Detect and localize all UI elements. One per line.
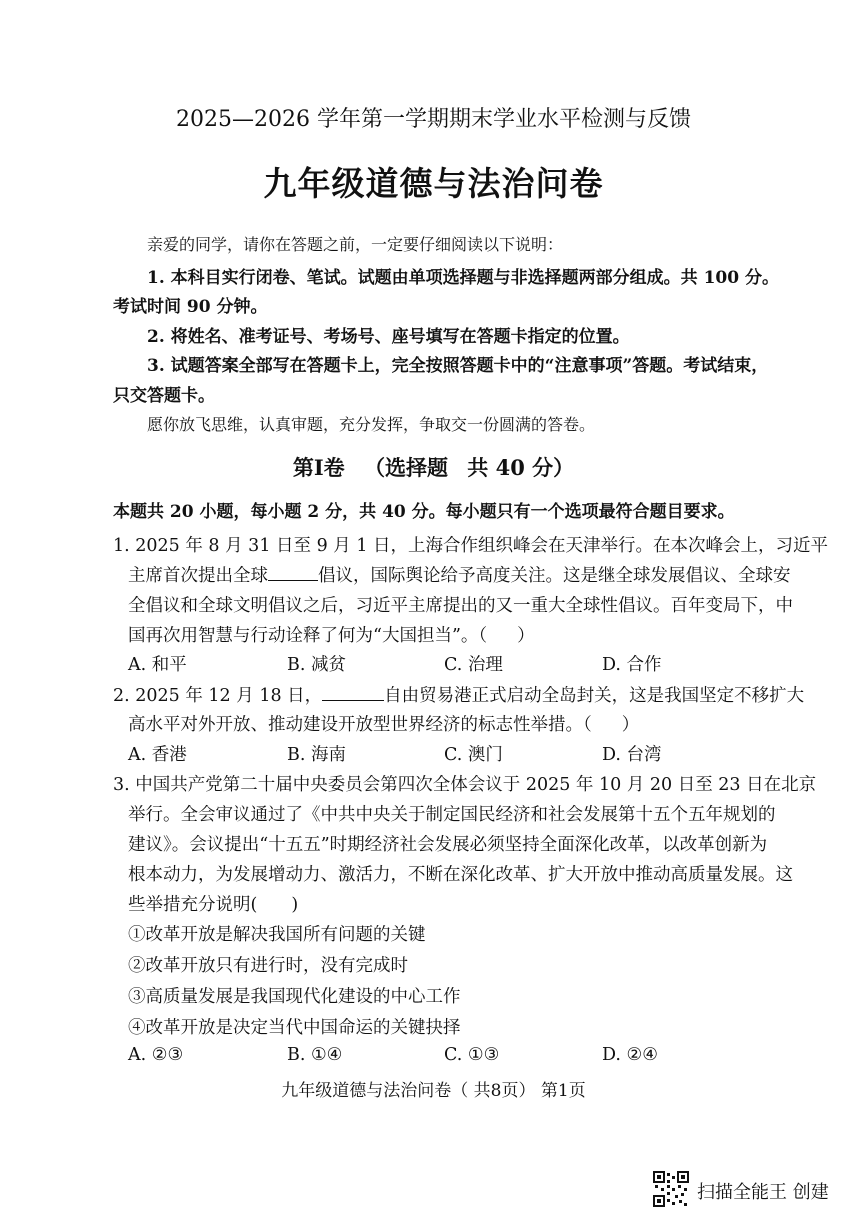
- question-3-line-5: [128, 891, 298, 916]
- question-3-line-4: 根本动力，为发展增动力、激活力，不断在深化改革、扩大开放中推动高质量发展。这: [128, 865, 793, 885]
- part-1-title-volume: 第Ⅰ卷: [292, 455, 345, 480]
- subject-title: 九年级道德与法治问卷: [263, 164, 604, 203]
- scanner-watermark: 扫描全能王 创建: [697, 1182, 829, 1203]
- question-3-statement-4: ④改革开放是决定当代中国命运的关键抉择: [128, 1018, 461, 1038]
- question-3-option-c: C. ①③: [444, 1045, 500, 1065]
- fill-blank: [268, 579, 318, 581]
- question-3-text: ): [291, 895, 299, 915]
- question-2-option-b: B. 海南: [287, 745, 346, 765]
- question-1-text: 主席首次提出全球: [128, 566, 268, 586]
- instruction-3-line-1: 3. 试题答案全部写在答题卡上，完全按照答题卡中的“注意事项”答题。考试结束，: [147, 356, 769, 376]
- question-1-option-d: D. 合作: [602, 655, 662, 675]
- question-1-line-1: 1. 2025 年 8 月 31 日至 9 月 1 日，上海合作组织峰会在天津举行。在本次峰会上，习近平: [113, 536, 829, 556]
- question-1-line-2: [128, 562, 791, 587]
- exam-title: 2025—2026 学年第一学期期末学业水平检测与反馈: [176, 107, 691, 132]
- instructions-closing: 愿你放飞思维，认真审题，充分发挥，争取交一份圆满的答卷。: [147, 415, 596, 434]
- question-2-option-d: D. 台湾: [602, 745, 662, 765]
- question-2-text: 高水平对外开放、推动建设开放型世界经济的标志性举措。（: [128, 715, 592, 735]
- qr-code-icon: [653, 1171, 689, 1207]
- question-3-option-a: A. ②③: [128, 1045, 184, 1065]
- question-3-line-3: 建议》。会议提出“十五五”时期经济社会发展必须坚持全面深化改革，以改革创新为: [128, 835, 768, 855]
- question-1-line-3: 全倡议和全球文明倡议之后，习近平主席提出的又一重大全球性倡议。百年变局下，中: [128, 596, 793, 616]
- question-3-line-1: 3. 中国共产党第二十届中央委员会第四次全体会议于 2025 年 10 月 20 日至 23 日在北京: [113, 775, 817, 795]
- question-2-option-c: C. 澳门: [444, 745, 503, 765]
- part-1-directions: 本题共 20 小题，每小题 2 分，共 40 分。每小题只有一个选项最符合题目要求。: [113, 502, 735, 522]
- page-footer: 九年级道德与法治问卷（ 共8页） 第1页: [281, 1081, 586, 1101]
- question-1-text: 倡议，国际舆论给予高度关注。这是继全球发展倡议、全球安: [318, 566, 791, 586]
- question-2-text: 2. 2025 年 12 月 18 日，: [113, 686, 323, 706]
- question-2-text: ）: [621, 715, 640, 735]
- question-1-text: ）: [517, 626, 535, 646]
- part-1-title-type: （选择题: [363, 455, 448, 480]
- question-1-line-4: [128, 622, 535, 647]
- part-1-title: [0, 452, 867, 482]
- question-2-line-2: [128, 711, 639, 736]
- part-1-title-score: 共 40 分）: [467, 455, 575, 480]
- question-1-option-c: C. 治理: [444, 655, 503, 675]
- question-3-option-d: D. ②④: [602, 1045, 658, 1065]
- question-1-text: 国再次用智慧与行动诠释了何为“大国担当”。（: [128, 626, 488, 646]
- question-3-text: 些举措充分说明(: [128, 895, 258, 915]
- instruction-3-line-2: 只交答题卡。: [113, 386, 215, 406]
- question-3-statement-1: ①改革开放是解决我国所有问题的关键: [128, 925, 426, 945]
- question-1-option-b: B. 减贫: [287, 655, 346, 675]
- question-2-line-1: [113, 682, 804, 707]
- question-3-statement-2: ②改革开放只有进行时，没有完成时: [128, 956, 408, 976]
- question-3-statement-3: ③高质量发展是我国现代化建设的中心工作: [128, 987, 461, 1007]
- instruction-1-line-2: 考试时间 90 分钟。: [113, 297, 268, 317]
- instructions-greeting: 亲爱的同学，请你在答题之前，一定要仔细阅读以下说明：: [147, 235, 564, 254]
- question-2-option-a: A. 香港: [128, 745, 187, 765]
- question-1-option-a: A. 和平: [128, 655, 187, 675]
- fill-blank: [322, 699, 384, 701]
- question-3-line-2: 举行。全会审议通过了《中共中央关于制定国民经济和社会发展第十五个五年规划的: [128, 805, 776, 825]
- instruction-1-line-1: 1. 本科目实行闭卷、笔试。试题由单项选择题与非选择题两部分组成。共 100 分。: [147, 268, 779, 288]
- question-2-text: 自由贸易港正式启动全岛封关，这是我国坚定不移扩大: [384, 686, 805, 706]
- question-3-option-b: B. ①④: [287, 1045, 343, 1065]
- instruction-2: 2. 将姓名、准考证号、考场号、座号填写在答题卡指定的位置。: [147, 327, 630, 347]
